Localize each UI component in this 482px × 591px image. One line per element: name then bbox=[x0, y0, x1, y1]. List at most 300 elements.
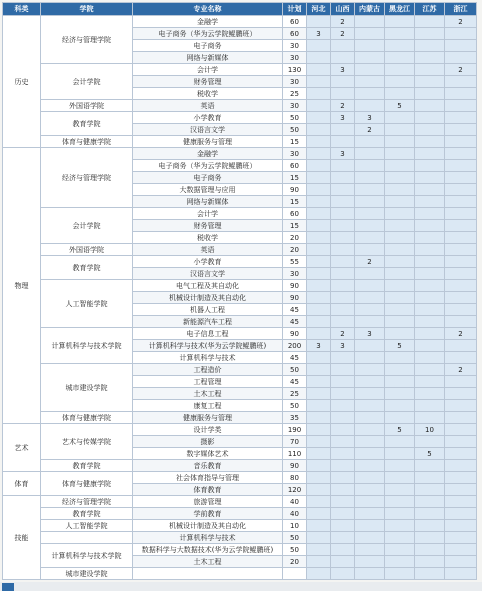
hebei-cell bbox=[307, 328, 331, 340]
shanxi-cell bbox=[331, 52, 355, 64]
college-cell: 体育与健康学院 bbox=[41, 412, 133, 424]
jiangsu-cell bbox=[415, 436, 445, 448]
shanxi-cell bbox=[331, 472, 355, 484]
neimenggu-cell bbox=[355, 172, 385, 184]
header-category: 科类 bbox=[3, 3, 41, 16]
plan-cell: 45 bbox=[283, 316, 307, 328]
shanxi-cell: 3 bbox=[331, 340, 355, 352]
hebei-cell bbox=[307, 112, 331, 124]
hebei-cell bbox=[307, 544, 331, 556]
neimenggu-cell bbox=[355, 304, 385, 316]
hebei-cell bbox=[307, 376, 331, 388]
jiangsu-cell bbox=[415, 520, 445, 532]
table-row bbox=[3, 112, 477, 124]
major-cell: 体育教育 bbox=[133, 484, 283, 496]
college-cell: 教育学院 bbox=[41, 112, 133, 136]
heilongjiang-cell bbox=[385, 508, 415, 520]
table-body bbox=[3, 16, 477, 580]
zhejiang-cell bbox=[445, 232, 477, 244]
hebei-cell bbox=[307, 244, 331, 256]
neimenggu-cell: 3 bbox=[355, 112, 385, 124]
zhejiang-cell bbox=[445, 316, 477, 328]
shanxi-cell: 3 bbox=[331, 148, 355, 160]
neimenggu-cell bbox=[355, 568, 385, 580]
heilongjiang-cell bbox=[385, 556, 415, 568]
zhejiang-cell bbox=[445, 376, 477, 388]
heilongjiang-cell bbox=[385, 28, 415, 40]
neimenggu-cell bbox=[355, 148, 385, 160]
college-cell: 会计学院 bbox=[41, 64, 133, 100]
shanxi-cell bbox=[331, 484, 355, 496]
shanxi-cell bbox=[331, 352, 355, 364]
major-cell: 汉语言文学 bbox=[133, 268, 283, 280]
neimenggu-cell bbox=[355, 508, 385, 520]
plan-cell: 40 bbox=[283, 508, 307, 520]
jiangsu-cell bbox=[415, 292, 445, 304]
plan-cell: 50 bbox=[283, 124, 307, 136]
zhejiang-cell: 2 bbox=[445, 64, 477, 76]
shanxi-cell bbox=[331, 304, 355, 316]
major-cell: 计算机科学与技术(华为云学院鲲鹏班) bbox=[133, 340, 283, 352]
jiangsu-cell bbox=[415, 412, 445, 424]
neimenggu-cell bbox=[355, 436, 385, 448]
jiangsu-cell bbox=[415, 400, 445, 412]
plan-cell: 55 bbox=[283, 256, 307, 268]
heilongjiang-cell bbox=[385, 364, 415, 376]
jiangsu-cell bbox=[415, 376, 445, 388]
jiangsu-cell bbox=[415, 340, 445, 352]
neimenggu-cell bbox=[355, 448, 385, 460]
table-row bbox=[3, 460, 477, 472]
heilongjiang-cell bbox=[385, 388, 415, 400]
heilongjiang-cell bbox=[385, 64, 415, 76]
zhejiang-cell bbox=[445, 520, 477, 532]
hebei-cell bbox=[307, 484, 331, 496]
neimenggu-cell bbox=[355, 388, 385, 400]
hebei-cell bbox=[307, 364, 331, 376]
plan-cell: 110 bbox=[283, 448, 307, 460]
plan-cell: 50 bbox=[283, 364, 307, 376]
plan-cell: 25 bbox=[283, 88, 307, 100]
heilongjiang-cell bbox=[385, 532, 415, 544]
jiangsu-cell bbox=[415, 184, 445, 196]
category-cell: 历史 bbox=[3, 16, 41, 148]
major-cell: 电子商务 bbox=[133, 40, 283, 52]
heilongjiang-cell bbox=[385, 208, 415, 220]
major-cell: 税收学 bbox=[133, 88, 283, 100]
category-cell: 艺术 bbox=[3, 424, 41, 472]
major-cell: 金融学 bbox=[133, 16, 283, 28]
jiangsu-cell: 5 bbox=[415, 448, 445, 460]
zhejiang-cell bbox=[445, 148, 477, 160]
neimenggu-cell bbox=[355, 136, 385, 148]
zhejiang-cell bbox=[445, 508, 477, 520]
neimenggu-cell bbox=[355, 496, 385, 508]
jiangsu-cell bbox=[415, 388, 445, 400]
neimenggu-cell bbox=[355, 280, 385, 292]
shanxi-cell bbox=[331, 232, 355, 244]
jiangsu-cell bbox=[415, 352, 445, 364]
major-cell: 税收学 bbox=[133, 232, 283, 244]
heilongjiang-cell bbox=[385, 472, 415, 484]
shanxi-cell bbox=[331, 436, 355, 448]
plan-cell: 30 bbox=[283, 268, 307, 280]
neimenggu-cell bbox=[355, 340, 385, 352]
major-cell: 机械设计制造及其自动化 bbox=[133, 520, 283, 532]
table-row bbox=[3, 472, 477, 484]
zhejiang-cell bbox=[445, 40, 477, 52]
hebei-cell bbox=[307, 280, 331, 292]
major-cell: 健康服务与管理 bbox=[133, 412, 283, 424]
hebei-cell bbox=[307, 352, 331, 364]
neimenggu-cell: 2 bbox=[355, 256, 385, 268]
jiangsu-cell bbox=[415, 76, 445, 88]
jiangsu-cell bbox=[415, 40, 445, 52]
jiangsu-cell bbox=[415, 304, 445, 316]
plan-cell: 35 bbox=[283, 412, 307, 424]
major-cell: 新能源汽车工程 bbox=[133, 316, 283, 328]
heilongjiang-cell bbox=[385, 220, 415, 232]
shanxi-cell: 3 bbox=[331, 64, 355, 76]
plan-cell bbox=[283, 568, 307, 580]
shanxi-cell bbox=[331, 520, 355, 532]
major-cell: 土木工程 bbox=[133, 556, 283, 568]
category-cell: 物理 bbox=[3, 148, 41, 424]
heilongjiang-cell bbox=[385, 136, 415, 148]
zhejiang-cell bbox=[445, 52, 477, 64]
major-cell: 机器人工程 bbox=[133, 304, 283, 316]
plan-cell: 10 bbox=[283, 520, 307, 532]
heilongjiang-cell bbox=[385, 544, 415, 556]
heilongjiang-cell bbox=[385, 496, 415, 508]
zhejiang-cell bbox=[445, 76, 477, 88]
major-cell: 会计学 bbox=[133, 208, 283, 220]
jiangsu-cell bbox=[415, 280, 445, 292]
zhejiang-cell bbox=[445, 184, 477, 196]
neimenggu-cell bbox=[355, 472, 385, 484]
hebei-cell bbox=[307, 136, 331, 148]
college-cell: 体育与健康学院 bbox=[41, 136, 133, 148]
jiangsu-cell bbox=[415, 256, 445, 268]
zhejiang-cell bbox=[445, 112, 477, 124]
major-cell bbox=[133, 568, 283, 580]
plan-cell: 90 bbox=[283, 280, 307, 292]
shanxi-cell bbox=[331, 172, 355, 184]
college-cell: 外国语学院 bbox=[41, 100, 133, 112]
table-row bbox=[3, 508, 477, 520]
hebei-cell bbox=[307, 448, 331, 460]
plan-cell: 20 bbox=[283, 556, 307, 568]
heilongjiang-cell: 5 bbox=[385, 340, 415, 352]
jiangsu-cell bbox=[415, 220, 445, 232]
hebei-cell bbox=[307, 304, 331, 316]
shanxi-cell bbox=[331, 496, 355, 508]
plan-cell: 45 bbox=[283, 304, 307, 316]
college-cell: 体育与健康学院 bbox=[41, 472, 133, 496]
major-cell: 社会体育指导与管理 bbox=[133, 472, 283, 484]
hebei-cell bbox=[307, 412, 331, 424]
heilongjiang-cell bbox=[385, 460, 415, 472]
plan-cell: 30 bbox=[283, 52, 307, 64]
hebei-cell bbox=[307, 424, 331, 436]
jiangsu-cell bbox=[415, 484, 445, 496]
plan-cell: 60 bbox=[283, 208, 307, 220]
jiangsu-cell bbox=[415, 28, 445, 40]
table-row bbox=[3, 532, 477, 544]
jiangsu-cell bbox=[415, 124, 445, 136]
neimenggu-cell bbox=[355, 220, 385, 232]
heilongjiang-cell: 5 bbox=[385, 424, 415, 436]
major-cell: 英语 bbox=[133, 244, 283, 256]
neimenggu-cell bbox=[355, 88, 385, 100]
neimenggu-cell bbox=[355, 28, 385, 40]
heilongjiang-cell bbox=[385, 292, 415, 304]
major-cell: 机械设计制造及其自动化 bbox=[133, 292, 283, 304]
plan-cell: 70 bbox=[283, 436, 307, 448]
shanxi-cell bbox=[331, 268, 355, 280]
jiangsu-cell bbox=[415, 52, 445, 64]
neimenggu-cell bbox=[355, 532, 385, 544]
major-cell: 会计学 bbox=[133, 64, 283, 76]
zhejiang-cell bbox=[445, 412, 477, 424]
table-row bbox=[3, 256, 477, 268]
heilongjiang-cell bbox=[385, 244, 415, 256]
plan-cell: 190 bbox=[283, 424, 307, 436]
hebei-cell bbox=[307, 184, 331, 196]
heilongjiang-cell bbox=[385, 76, 415, 88]
shanxi-cell bbox=[331, 460, 355, 472]
hebei-cell bbox=[307, 400, 331, 412]
major-cell: 小学教育 bbox=[133, 112, 283, 124]
major-cell: 电子商务（华为云学院鲲鹏班） bbox=[133, 28, 283, 40]
zhejiang-cell bbox=[445, 196, 477, 208]
major-cell: 金融学 bbox=[133, 148, 283, 160]
zhejiang-cell bbox=[445, 220, 477, 232]
college-cell: 艺术与传媒学院 bbox=[41, 424, 133, 460]
jiangsu-cell bbox=[415, 496, 445, 508]
zhejiang-cell bbox=[445, 304, 477, 316]
header-hebei: 河北 bbox=[307, 3, 331, 16]
plan-cell: 90 bbox=[283, 292, 307, 304]
table-row bbox=[3, 100, 477, 112]
category-cell: 体育 bbox=[3, 472, 41, 496]
jiangsu-cell bbox=[415, 148, 445, 160]
heilongjiang-cell bbox=[385, 400, 415, 412]
shanxi-cell bbox=[331, 376, 355, 388]
category-cell: 技能 bbox=[3, 496, 41, 580]
neimenggu-cell bbox=[355, 316, 385, 328]
neimenggu-cell bbox=[355, 520, 385, 532]
hebei-cell bbox=[307, 268, 331, 280]
zhejiang-cell bbox=[445, 136, 477, 148]
hebei-cell bbox=[307, 508, 331, 520]
hebei-cell bbox=[307, 496, 331, 508]
plan-cell: 30 bbox=[283, 148, 307, 160]
shanxi-cell bbox=[331, 124, 355, 136]
jiangsu-cell bbox=[415, 508, 445, 520]
college-cell: 计算机科学与技术学院 bbox=[41, 544, 133, 568]
hebei-cell bbox=[307, 520, 331, 532]
neimenggu-cell: 2 bbox=[355, 124, 385, 136]
heilongjiang-cell bbox=[385, 328, 415, 340]
plan-cell: 50 bbox=[283, 544, 307, 556]
major-cell: 旅游管理 bbox=[133, 496, 283, 508]
neimenggu-cell bbox=[355, 16, 385, 28]
heilongjiang-cell bbox=[385, 448, 415, 460]
plan-cell: 50 bbox=[283, 112, 307, 124]
jiangsu-cell bbox=[415, 544, 445, 556]
jiangsu-cell bbox=[415, 364, 445, 376]
major-cell: 汉语言文学 bbox=[133, 124, 283, 136]
table-row bbox=[3, 328, 477, 340]
zhejiang-cell bbox=[445, 280, 477, 292]
neimenggu-cell bbox=[355, 364, 385, 376]
shanxi-cell bbox=[331, 244, 355, 256]
hebei-cell bbox=[307, 532, 331, 544]
shanxi-cell: 2 bbox=[331, 28, 355, 40]
hebei-cell bbox=[307, 292, 331, 304]
plan-cell: 20 bbox=[283, 232, 307, 244]
plan-cell: 30 bbox=[283, 76, 307, 88]
major-cell: 工程管理 bbox=[133, 376, 283, 388]
table-row bbox=[3, 16, 477, 28]
heilongjiang-cell bbox=[385, 376, 415, 388]
heilongjiang-cell bbox=[385, 148, 415, 160]
hebei-cell bbox=[307, 460, 331, 472]
header-jiangsu: 江苏 bbox=[415, 3, 445, 16]
neimenggu-cell bbox=[355, 40, 385, 52]
hebei-cell bbox=[307, 556, 331, 568]
jiangsu-cell bbox=[415, 100, 445, 112]
college-cell: 经济与管理学院 bbox=[41, 148, 133, 208]
jiangsu-cell bbox=[415, 532, 445, 544]
zhejiang-cell bbox=[445, 88, 477, 100]
hebei-cell bbox=[307, 208, 331, 220]
table-row bbox=[3, 364, 477, 376]
plan-cell: 25 bbox=[283, 388, 307, 400]
shanxi-cell: 2 bbox=[331, 16, 355, 28]
neimenggu-cell bbox=[355, 352, 385, 364]
college-cell: 城市建设学院 bbox=[41, 364, 133, 412]
shanxi-cell: 3 bbox=[331, 112, 355, 124]
plan-cell: 30 bbox=[283, 100, 307, 112]
heilongjiang-cell bbox=[385, 52, 415, 64]
zhejiang-cell bbox=[445, 448, 477, 460]
shanxi-cell bbox=[331, 280, 355, 292]
zhejiang-cell bbox=[445, 124, 477, 136]
zhejiang-cell bbox=[445, 268, 477, 280]
jiangsu-cell bbox=[415, 232, 445, 244]
shanxi-cell: 2 bbox=[331, 328, 355, 340]
hebei-cell bbox=[307, 256, 331, 268]
shanxi-cell bbox=[331, 508, 355, 520]
college-cell: 经济与管理学院 bbox=[41, 496, 133, 508]
zhejiang-cell bbox=[445, 244, 477, 256]
neimenggu-cell bbox=[355, 544, 385, 556]
major-cell: 数字媒体艺术 bbox=[133, 448, 283, 460]
major-cell: 康复工程 bbox=[133, 400, 283, 412]
plan-cell: 80 bbox=[283, 472, 307, 484]
hebei-cell bbox=[307, 16, 331, 28]
header-row bbox=[3, 3, 477, 16]
zhejiang-cell bbox=[445, 160, 477, 172]
major-cell: 电子商务（华为云学院鲲鹏班） bbox=[133, 160, 283, 172]
header-plan: 计划 bbox=[283, 3, 307, 16]
college-cell: 教育学院 bbox=[41, 460, 133, 472]
zhejiang-cell bbox=[445, 460, 477, 472]
plan-cell: 90 bbox=[283, 184, 307, 196]
shanxi-cell bbox=[331, 136, 355, 148]
neimenggu-cell bbox=[355, 232, 385, 244]
zhejiang-cell bbox=[445, 484, 477, 496]
major-cell: 土木工程 bbox=[133, 388, 283, 400]
plan-cell: 60 bbox=[283, 28, 307, 40]
heilongjiang-cell bbox=[385, 184, 415, 196]
heilongjiang-cell bbox=[385, 112, 415, 124]
plan-cell: 45 bbox=[283, 376, 307, 388]
hebei-cell bbox=[307, 220, 331, 232]
heilongjiang-cell bbox=[385, 172, 415, 184]
hebei-cell: 3 bbox=[307, 28, 331, 40]
jiangsu-cell bbox=[415, 172, 445, 184]
college-cell: 教育学院 bbox=[41, 508, 133, 520]
jiangsu-cell bbox=[415, 160, 445, 172]
zhejiang-cell bbox=[445, 556, 477, 568]
jiangsu-cell bbox=[415, 196, 445, 208]
header-college: 学院 bbox=[41, 3, 133, 16]
hebei-cell bbox=[307, 124, 331, 136]
zhejiang-cell bbox=[445, 256, 477, 268]
shanxi-cell bbox=[331, 208, 355, 220]
hebei-cell bbox=[307, 568, 331, 580]
jiangsu-cell bbox=[415, 268, 445, 280]
hebei-cell bbox=[307, 388, 331, 400]
zhejiang-cell bbox=[445, 100, 477, 112]
neimenggu-cell: 3 bbox=[355, 328, 385, 340]
neimenggu-cell bbox=[355, 208, 385, 220]
heilongjiang-cell bbox=[385, 268, 415, 280]
major-cell: 音乐教育 bbox=[133, 460, 283, 472]
plan-cell: 50 bbox=[283, 400, 307, 412]
heilongjiang-cell bbox=[385, 280, 415, 292]
jiangsu-cell bbox=[415, 316, 445, 328]
shanxi-cell bbox=[331, 256, 355, 268]
major-cell: 网络与新媒体 bbox=[133, 52, 283, 64]
heilongjiang-cell: 5 bbox=[385, 100, 415, 112]
plan-cell: 90 bbox=[283, 328, 307, 340]
shanxi-cell bbox=[331, 556, 355, 568]
jiangsu-cell bbox=[415, 472, 445, 484]
shanxi-cell: 2 bbox=[331, 100, 355, 112]
zhejiang-cell bbox=[445, 388, 477, 400]
heilongjiang-cell bbox=[385, 436, 415, 448]
neimenggu-cell bbox=[355, 484, 385, 496]
zhejiang-cell bbox=[445, 568, 477, 580]
table-row bbox=[3, 412, 477, 424]
heilongjiang-cell bbox=[385, 304, 415, 316]
plan-cell: 15 bbox=[283, 172, 307, 184]
major-cell: 财务管理 bbox=[133, 76, 283, 88]
shanxi-cell bbox=[331, 160, 355, 172]
table-row bbox=[3, 64, 477, 76]
major-cell: 财务管理 bbox=[133, 220, 283, 232]
jiangsu-cell bbox=[415, 16, 445, 28]
heilongjiang-cell bbox=[385, 352, 415, 364]
header-shanxi: 山西 bbox=[331, 3, 355, 16]
major-cell: 大数据管理与应用 bbox=[133, 184, 283, 196]
heilongjiang-cell bbox=[385, 484, 415, 496]
zhejiang-cell bbox=[445, 400, 477, 412]
